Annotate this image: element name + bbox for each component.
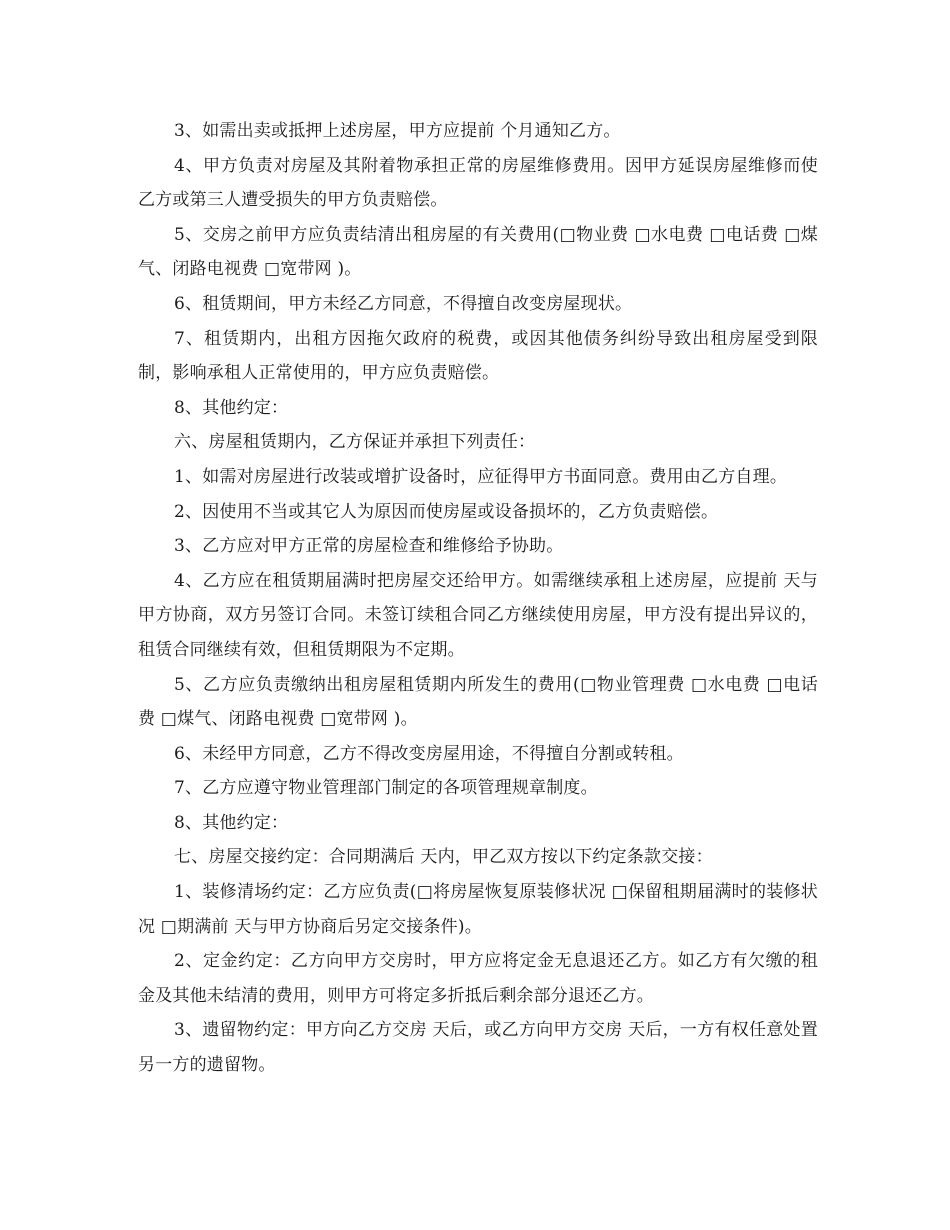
- clause-a6-no-alteration: 6、租赁期间，甲方未经乙方同意，不得擅自改变房屋现状。: [174, 293, 633, 314]
- document-body: [138, 114, 818, 1083]
- clause-a3-sale-mortgage-notice: 3、如需出卖或抵押上述房屋，甲方应提前 个月通知乙方。: [174, 121, 621, 141]
- clause-c1-renovation-clearance: 1、装修清场约定：乙方应负责(□将房屋恢复原装修状况 □保留租期届满时的装修状况 □期满前 天与甲方协商后另定交接条件)。: [138, 882, 818, 937]
- clause-a8-other-terms: 8、其他约定：: [174, 397, 289, 418]
- clause-b3-inspection-assistance: 3、乙方应对甲方正常的房屋检查和维修给予协助。: [174, 536, 564, 557]
- clause-a7-tax-debt-liability: 7、租赁期内，出租方因拖欠政府的税费，或因其他债务纠纷导致出租房屋受到限制，影响承租人正常使用的，甲方应负责赔偿。: [138, 328, 818, 384]
- clause-b1-modification-consent: 1、如需对房屋进行改装或增扩设备时，应征得甲方书面同意。费用由乙方自理。: [174, 466, 788, 487]
- clause-b5-lessee-fees: 5、乙方应负责缴纳出租房屋租赁期内所发生的费用(□物业管理费 □水电费 □电话费 □煤气、闭路电视费 □宽带网 )。: [138, 674, 818, 730]
- clause-b2-damage-compensation: 2、因使用不当或其它人为原因而使房屋或设备损坏的，乙方负责赔偿。: [174, 501, 719, 522]
- clause-b6-no-sublease: 6、未经甲方同意，乙方不得改变房屋用途，不得擅自分割或转租。: [174, 743, 684, 764]
- clause-a5-settle-fees-before-handover: 5、交房之前甲方应负责结清出租房屋的有关费用(□物业费 □水电费 □电话费 □煤气、闭路电视费 □宽带网 )。: [138, 224, 818, 280]
- clause-b8-other-terms: 8、其他约定：: [174, 812, 289, 833]
- clause-b4-return-and-renewal: 4、乙方应在租赁期届满时把房屋交还给甲方。如需继续承租上述房屋，应提前 天与甲方协商，双方另签订合同。未签订续租合同乙方继续使用房屋，甲方没有提出异议的，租赁合同继续有效，但租赁期限为不定期。: [138, 570, 818, 660]
- section-seven-heading: 七、房屋交接约定：合同期满后 天内，甲乙双方按以下约定条款交接：: [174, 847, 713, 868]
- clause-a4-lessor-repair-costs: 4、甲方负责对房屋及其附着物承担正常的房屋维修费用。因甲方延误房屋维修而使乙方或第三人遭受损失的甲方负责赔偿。: [138, 155, 818, 211]
- clause-b7-property-rules: 7、乙方应遵守物业管理部门制定的各项管理规章制度。: [174, 778, 598, 799]
- section-six-heading: 六、房屋租赁期内，乙方保证并承担下列责任：: [174, 432, 536, 453]
- clause-c2-deposit-refund: 2、定金约定：乙方向甲方交房时，甲方应将定金无息退还乙方。如乙方有欠缴的租金及其他未结清的费用，则甲方可将定多折抵后剩余部分退还乙方。: [138, 951, 818, 1006]
- clause-c3-leftover-items: 3、遗留物约定：甲方向乙方交房 天后，或乙方向甲方交房 天后，一方有权任意处置另一方的遗留物。: [138, 1020, 818, 1076]
